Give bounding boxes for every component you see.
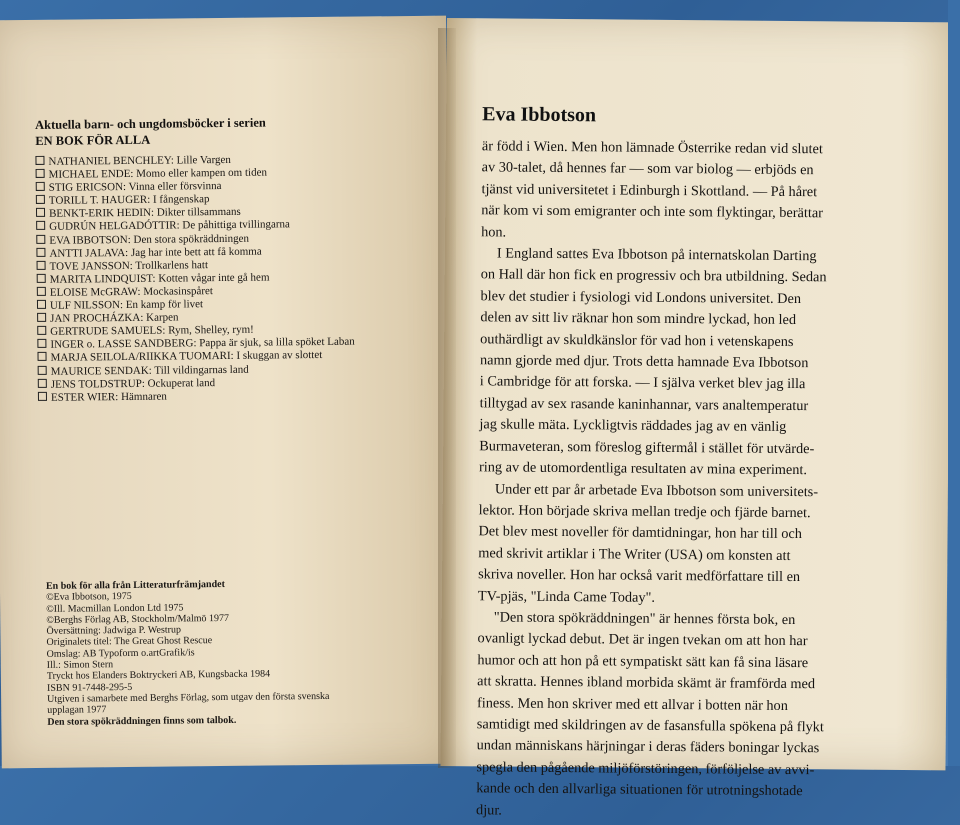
- biography-line: av 30-talet, då hennes far — som var biolog — erbjöds en: [481, 159, 814, 179]
- biography-line: Burmaveteran, som föreslog giftermål i stället för utvärde-: [479, 437, 815, 457]
- biography-line: finess. Men hon skriver med ett allvar i botten när hon: [476, 694, 788, 714]
- checkbox-square-icon: [36, 169, 45, 178]
- biography-line: outhärdligt av skuldkänslor för vad hon i vetenskapens: [480, 330, 794, 350]
- series-book-list: [35, 152, 438, 405]
- series-list-label: ULF NILSSON: En kamp för livet: [49, 298, 204, 312]
- series-heading-line: EN BOK FÖR ALLA: [35, 132, 151, 148]
- checkbox-square-icon: [36, 234, 45, 243]
- biography-line: lektor. Hon började skriva mellan tredje och fjärde barnet.: [478, 502, 811, 522]
- series-list-label: STIG ERICSON: Vinna eller försvinna: [48, 180, 222, 194]
- checkbox-square-icon: [36, 195, 45, 204]
- imprint-line: En bok för alla från Litteraturfrämjandet: [45, 578, 225, 592]
- series-list-label: MARJA SEILOLA/RIIKKA TUOMARI: I skuggan av slottet: [50, 349, 323, 365]
- biography-line: kande och den allvarliga situationen för utrotningshotade: [476, 780, 803, 800]
- author-biography: [476, 136, 927, 825]
- series-list-label: TOVE JANSSON: Trollkarlens hatt: [49, 258, 209, 273]
- biography-line: tjänst vid universitetet i Edinburgh i Skottland. — På håret: [481, 181, 818, 201]
- open-book: [0, 18, 960, 819]
- checkbox-square-icon: [35, 156, 44, 165]
- biography-line: skriva noveller. Hon har också varit medförfattare till en: [478, 566, 801, 586]
- biography-line: tilltygad av sex rasande kaninhannar, vars analtemperatur: [479, 395, 809, 415]
- series-list-label: GUDRÚN HELGADÓTTIR: De påhittiga tvillingarna: [49, 218, 290, 234]
- biography-line: humor och att hon på ett sympatiskt sätt kan få sina läsare: [477, 652, 809, 671]
- biography-line: hon.: [481, 223, 507, 241]
- biography-line: samtidigt med skildringen av de fasansfulla spökena på flykt: [476, 716, 824, 736]
- series-heading-line: Aktuella barn- och ungdomsböcker i serien: [35, 115, 266, 132]
- series-list-item: [38, 387, 438, 404]
- imprint-line: Utgiven i samarbete med Berghs Förlag, som utgav den första svenska: [47, 690, 330, 705]
- biography-line: djur.: [476, 801, 502, 819]
- series-list-label: JENS TOLDSTRUP: Ockuperat land: [50, 376, 216, 391]
- imprint-line: Originalets titel: The Great Ghost Rescue: [46, 635, 213, 649]
- series-list-label: BENKT-ERIK HEDIN: Dikter tillsammans: [48, 206, 241, 221]
- biography-line: är född i Wien. Men hon lämnade Österrike redan vid slutet: [481, 138, 823, 158]
- biography-line: delen av sitt liv räknar hon som mindre lyckad, hon led: [480, 309, 797, 329]
- imprint-line: Den stora spökräddningen finns som talbok.: [47, 714, 237, 728]
- author-heading: Eva Ibbotson: [482, 103, 597, 127]
- imprint-line: ©Berghs Förlag AB, Stockholm/Malmö 1977: [46, 612, 230, 626]
- background-edge: [948, 0, 960, 766]
- checkbox-square-icon: [38, 365, 47, 374]
- checkbox-square-icon: [37, 300, 46, 309]
- biography-line: ring av de utomordentliga resultaten av mina experiment.: [479, 459, 808, 479]
- biography-line: blev det studier i fysiologi vid Londons universitet. Den: [480, 288, 802, 307]
- series-list-label: ESTER WIER: Hämnaren: [50, 390, 167, 404]
- imprint-line: Omslag: AB Typoform o.artGrafik/is: [46, 647, 195, 660]
- biography-line: i Cambridge för att forska. — I själva verket blev jag illa: [479, 373, 806, 393]
- biography-line: Under ett par år arbetade Eva Ibbotson som universitets-: [494, 480, 819, 500]
- left-page: [0, 16, 454, 769]
- checkbox-square-icon: [37, 261, 46, 270]
- series-list-label: ELOISE McGRAW: Mockasinspåret: [49, 285, 213, 299]
- imprint-line: ©Eva Ibbotson, 1975: [46, 591, 132, 604]
- series-list-label: GERTRUDE SAMUELS: Rym, Shelley, rym!: [50, 323, 254, 339]
- series-list-label: MICHAEL ENDE: Momo eller kampen om tiden: [48, 166, 268, 181]
- right-page: [440, 18, 952, 819]
- biography-line: on Hall där hon fick en progressiv och bra utbildning. Sedan: [480, 266, 827, 286]
- biography-line: spegla den pågående miljöförstöringen, förföljelse av avvi-: [476, 759, 815, 779]
- series-list-label: MAURICE SENDAK: Till vildingarnas land: [50, 363, 249, 378]
- series-list-label: MARITA LINDQUIST: Kotten vågar inte gå hem: [49, 271, 270, 286]
- series-list-label: INGER o. LASSE SANDBERG: Pappa är sjuk, sa lilla spöket Laban: [50, 335, 355, 352]
- checkbox-square-icon: [38, 378, 47, 387]
- checkbox-square-icon: [37, 274, 46, 283]
- checkbox-square-icon: [37, 326, 46, 335]
- checkbox-square-icon: [37, 287, 46, 296]
- book-gutter: [438, 28, 456, 768]
- biography-line: Det blev mest noveller för damtidningar, hon har till och: [478, 523, 802, 543]
- series-list-label: ANTTI JALAVA: Jag har inte bett att få komma: [49, 245, 262, 260]
- series-list-label: TORILL T. HAUGER: I fångenskap: [48, 193, 210, 208]
- biography-line: med skrivit artiklar i The Writer (USA) om konsten att: [478, 545, 791, 564]
- imprint-line: Ill.: Simon Stern: [46, 659, 114, 671]
- checkbox-square-icon: [36, 208, 45, 217]
- biography-line: när kom vi som emigranter och inte som flyktingar, berättar: [481, 202, 824, 222]
- biography-line: jag skulle mäta. Lyckligtvis räddades jag av en vänlig: [479, 416, 787, 436]
- biography-line: I England sattes Eva Ibbotson på internatskolan Darting: [496, 245, 817, 265]
- checkbox-square-icon: [36, 247, 45, 256]
- biography-line: "Den stora spökräddningen" är hennes första bok, en: [493, 609, 796, 628]
- series-list-label: EVA IBBOTSON: Den stora spökräddningen: [49, 232, 249, 247]
- checkbox-square-icon: [37, 313, 46, 322]
- imprint-line: ISBN 91-7448-295-5: [46, 681, 133, 694]
- imprint-line: Tryckt hos Elanders Boktryckeri AB, Kungsbacka 1984: [46, 668, 271, 683]
- series-list-label: NATHANIEL BENCHLEY: Lille Vargen: [48, 153, 231, 168]
- series-list-label: JAN PROCHÁZKA: Karpen: [50, 311, 179, 325]
- imprint-block: [46, 577, 428, 728]
- imprint-line: ©Ill. Macmillan London Ltd 1975: [46, 602, 184, 615]
- series-heading: [35, 113, 415, 149]
- checkbox-square-icon: [37, 339, 46, 348]
- biography-line: TV-pjäs, "Linda Came Today".: [477, 587, 656, 606]
- checkbox-square-icon: [37, 352, 46, 361]
- biography-line: att skratta. Hennes ibland morbida skämt är framförda med: [477, 673, 816, 693]
- biography-line: ovanligt lyckad debut. Det är ingen tvekan om att hon har: [477, 630, 808, 650]
- biography-line: undan människans härjningar i deras fäders boningar lyckas: [476, 737, 820, 757]
- checkbox-square-icon: [36, 221, 45, 230]
- imprint-line: upplagan 1977: [47, 704, 107, 717]
- checkbox-square-icon: [36, 182, 45, 191]
- checkbox-square-icon: [38, 392, 47, 401]
- biography-line: namn gjorde med djur. Trots detta hamnade Eva Ibbotson: [479, 352, 809, 372]
- imprint-line: Översättning: Jadwiga P. Westrup: [46, 624, 182, 638]
